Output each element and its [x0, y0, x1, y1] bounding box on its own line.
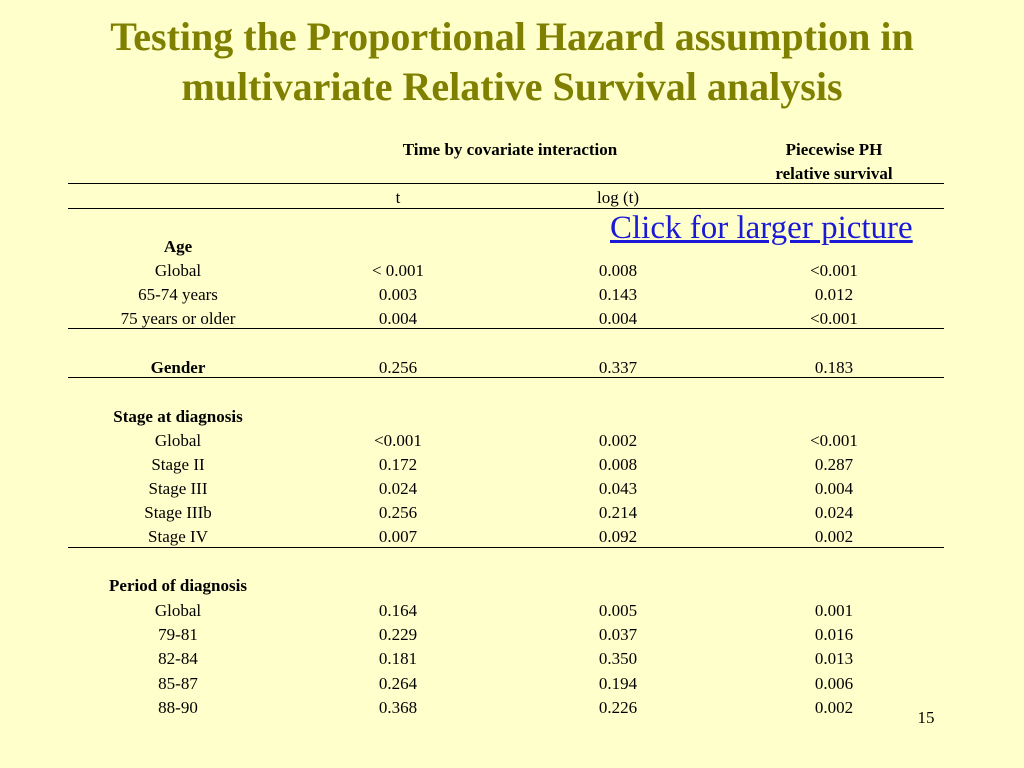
slide-title: [0, 12, 1024, 112]
row-label: Global: [154, 431, 202, 450]
header-t: t: [395, 188, 401, 207]
cell-piecewise: <0.001: [810, 431, 858, 450]
cell-piecewise: 0.002: [814, 698, 854, 717]
section-rule-stage: [68, 547, 944, 548]
title-line-2: multivariate Relative Survival analysis: [181, 64, 843, 109]
header-time-by-covariate: Time by covariate interaction: [402, 140, 618, 159]
cell-log-t: 0.002: [598, 431, 638, 450]
section-heading-age: Age: [163, 237, 193, 256]
row-label: Stage IV: [148, 527, 208, 546]
cell-t: 0.007: [378, 527, 418, 546]
header-piecewise-line-2: relative survival: [775, 164, 893, 183]
cell-piecewise: 0.016: [814, 625, 854, 644]
row-label: 79-81: [158, 625, 198, 644]
cell-piecewise: 0.004: [814, 479, 854, 498]
cell-t: <0.001: [374, 431, 422, 450]
cell-t: 0.229: [378, 625, 418, 644]
larger-picture-link[interactable]: Click for larger picture: [610, 210, 913, 246]
cell-piecewise: 0.024: [814, 503, 854, 522]
page-number: 15: [917, 708, 935, 727]
cell-t: 0.004: [378, 309, 418, 328]
cell-t: 0.024: [378, 479, 418, 498]
cell-log-t: 0.092: [598, 527, 638, 546]
section-rule-age: [68, 328, 944, 329]
cell-log-t: 0.337: [598, 358, 638, 377]
cell-piecewise: 0.006: [814, 674, 854, 693]
section-rule-gender: [68, 377, 944, 378]
cell-log-t: 0.043: [598, 479, 638, 498]
cell-piecewise: 0.183: [814, 358, 854, 377]
cell-t: 0.368: [378, 698, 418, 717]
cell-log-t: 0.005: [598, 601, 638, 620]
cell-t: < 0.001: [371, 261, 425, 280]
row-label: 88-90: [158, 698, 198, 717]
cell-log-t: 0.214: [598, 503, 638, 522]
section-heading-gender: Gender: [150, 358, 206, 377]
cell-t: 0.164: [378, 601, 418, 620]
row-label: Global: [154, 601, 202, 620]
cell-log-t: 0.004: [598, 309, 638, 328]
cell-log-t: 0.194: [598, 674, 638, 693]
cell-t: 0.256: [378, 503, 418, 522]
cell-log-t: 0.226: [598, 698, 638, 717]
cell-log-t: 0.008: [598, 261, 638, 280]
cell-piecewise: 0.012: [814, 285, 854, 304]
cell-t: 0.256: [378, 358, 418, 377]
header-rule-1: [68, 183, 944, 184]
cell-piecewise: <0.001: [810, 261, 858, 280]
cell-piecewise: <0.001: [810, 309, 858, 328]
row-label: 82-84: [158, 649, 198, 668]
cell-piecewise: 0.002: [814, 527, 854, 546]
section-heading-period: Period of diagnosis: [109, 576, 247, 595]
row-label: 65-74 years: [138, 285, 218, 304]
cell-piecewise: 0.001: [814, 601, 854, 620]
row-label: Stage IIIb: [144, 503, 212, 522]
row-label: 75 years or older: [120, 309, 236, 328]
row-label: 85-87: [158, 674, 198, 693]
cell-piecewise: 0.287: [814, 455, 854, 474]
row-label: Stage III: [148, 479, 208, 498]
header-piecewise-line-1: Piecewise PH: [785, 140, 883, 159]
row-label: Global: [154, 261, 202, 280]
cell-t: 0.181: [378, 649, 418, 668]
cell-piecewise: 0.013: [814, 649, 854, 668]
title-line-1: Testing the Proportional Hazard assumption in: [110, 14, 914, 59]
cell-log-t: 0.143: [598, 285, 638, 304]
cell-t: 0.003: [378, 285, 418, 304]
header-log-t: log (t): [596, 188, 640, 207]
cell-log-t: 0.350: [598, 649, 638, 668]
section-heading-stage: Stage at diagnosis: [113, 407, 243, 426]
cell-log-t: 0.008: [598, 455, 638, 474]
row-label: Stage II: [151, 455, 205, 474]
cell-t: 0.172: [378, 455, 418, 474]
cell-log-t: 0.037: [598, 625, 638, 644]
cell-t: 0.264: [378, 674, 418, 693]
